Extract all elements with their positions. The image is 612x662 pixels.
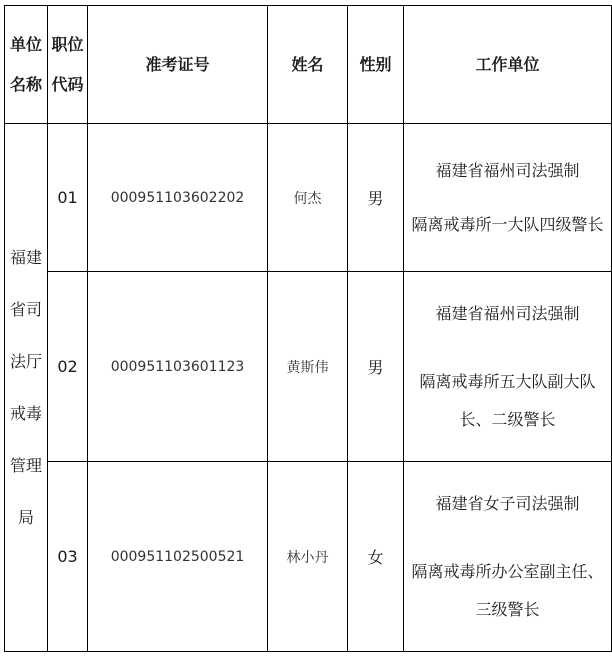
workplace-line: 长、二级警长 [459, 409, 556, 429]
candidate-name-cell: 黄斯伟 [268, 272, 348, 462]
workplace-line: 隔离戒毒所办公室副主任、 [411, 561, 604, 581]
header-position-code [48, 6, 88, 124]
header-workplace: 工作单位 [404, 6, 612, 124]
table-row [5, 462, 612, 652]
workplace-line: 隔离戒毒所五大队副大队 [419, 371, 596, 391]
table-row [5, 124, 612, 272]
workplace-line: 隔离戒毒所一大队四级警长 [411, 214, 604, 234]
header-gender: 性别 [348, 6, 404, 124]
unit-name-cell [5, 124, 48, 652]
table-row [5, 272, 612, 462]
unit-name-line: 戒毒 [9, 403, 42, 423]
header-code-line2: 代码 [51, 74, 84, 94]
candidate-name-cell: 何杰 [268, 124, 348, 272]
unit-name-line: 省司 [9, 299, 42, 319]
workplace-cell [404, 462, 612, 652]
header-name: 姓名 [268, 6, 348, 124]
header-ticket-number: 准考证号 [88, 6, 268, 124]
unit-name-line: 法厅 [9, 351, 42, 371]
header-unit-line2: 名称 [9, 74, 42, 94]
candidate-name-cell: 林小丹 [268, 462, 348, 652]
workplace-line: 福建省福州司法强制 [435, 160, 580, 180]
position-code-cell: 02 [48, 272, 88, 462]
ticket-number-cell: 000951103602202 [88, 124, 268, 272]
workplace-line: 福建省女子司法强制 [435, 493, 580, 513]
workplace-cell [404, 124, 612, 272]
results-table [4, 5, 612, 652]
header-unit-line1: 单位 [9, 34, 42, 54]
workplace-line: 三级警长 [475, 599, 540, 619]
ticket-number-cell: 000951103601123 [88, 272, 268, 462]
gender-cell: 男 [348, 272, 404, 462]
ticket-number-cell: 000951102500521 [88, 462, 268, 652]
header-row [5, 6, 612, 124]
gender-cell: 女 [348, 462, 404, 652]
unit-name-line: 管理 [9, 455, 42, 475]
unit-name-line: 局 [17, 507, 34, 527]
position-code-cell: 03 [48, 462, 88, 652]
position-code-cell: 01 [48, 124, 88, 272]
workplace-line: 福建省福州司法强制 [435, 303, 580, 323]
workplace-cell [404, 272, 612, 462]
header-code-line1: 职位 [51, 34, 84, 54]
gender-cell: 男 [348, 124, 404, 272]
header-unit-name [5, 6, 48, 124]
unit-name-line: 福建 [9, 247, 42, 267]
